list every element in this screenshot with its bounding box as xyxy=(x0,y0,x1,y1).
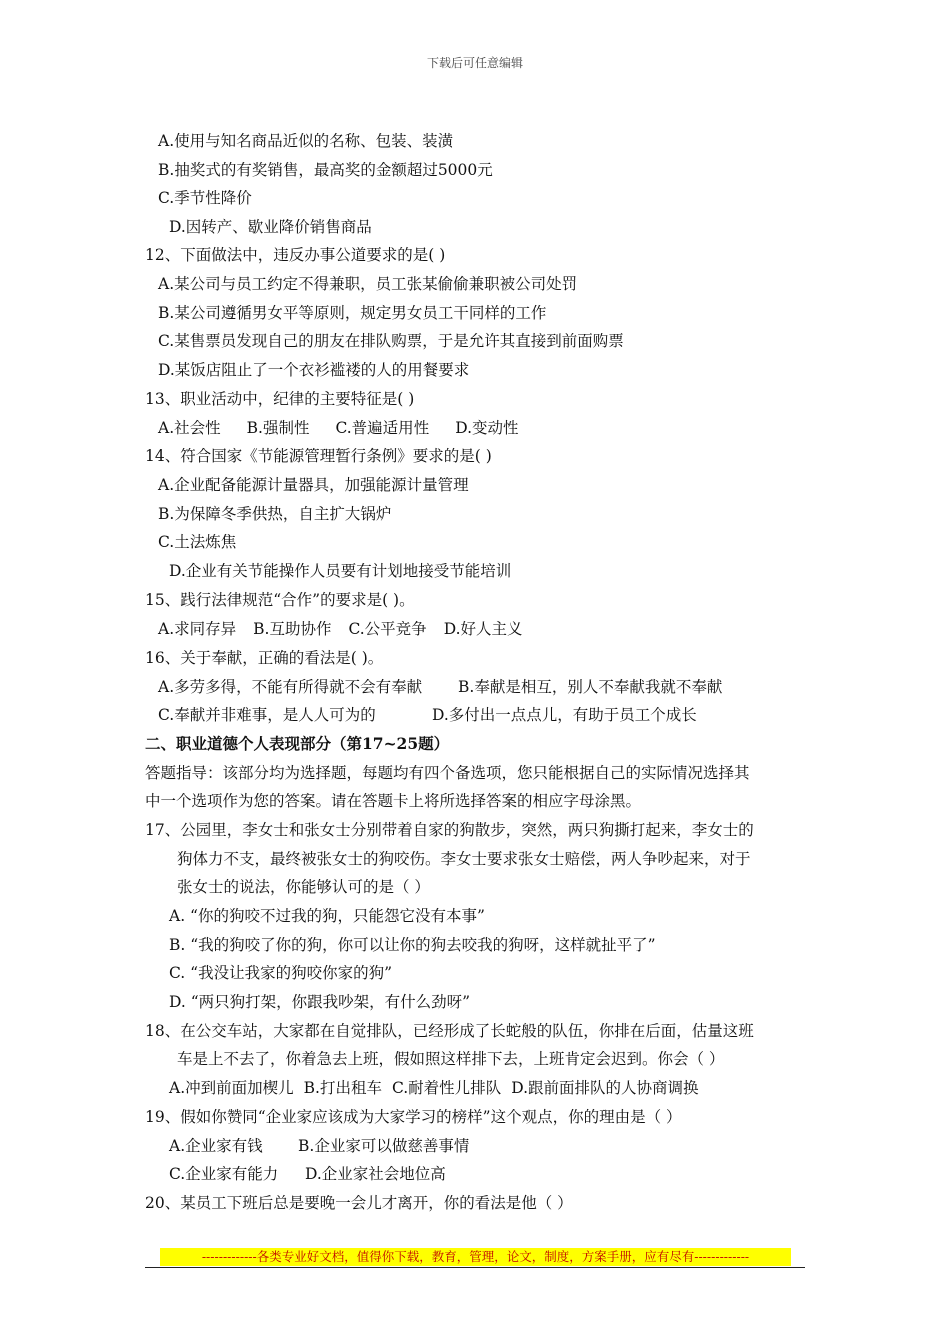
q14-option-c: C.土法炼焦 xyxy=(158,533,237,551)
q15-option-a: A.求同存异 xyxy=(158,620,237,638)
q19-stem: 19、假如你赞同“企业家应该成为大家学习的榜样”这个观点，你的理由是（ ） xyxy=(145,1108,682,1126)
footer-divider xyxy=(145,1267,805,1268)
q12-option-b: B.某公司遵循男女平等原则，规定男女员工干同样的工作 xyxy=(158,304,547,322)
q18-stem-line-2: 车是上不去了，你着急去上班，假如照这样排下去，上班肯定会迟到。你会（ ） xyxy=(177,1050,725,1068)
q17-stem-line-3: 张女士的说法，你能够认可的是（ ） xyxy=(177,878,430,896)
q16-option-a: A.多劳多得，不能有所得就不会有奉献 xyxy=(158,678,423,696)
q12-option-a: A.某公司与员工约定不得兼职，员工张某偷偷兼职被公司处罚 xyxy=(158,275,578,293)
q18-stem-line-1: 18、在公交车站，大家都在自觉排队，已经形成了长蛇般的队伍，你排在后面，估量这班 xyxy=(145,1022,754,1040)
q12-stem: 12、下面做法中，违反办事公道要求的是( ) xyxy=(145,246,446,264)
q12-option-d: D.某饭店阻止了一个衣衫褴褛的人的用餐要求 xyxy=(158,361,470,379)
q14-stem: 14、符合国家《节能源管理暂行条例》要求的是( ) xyxy=(145,447,492,465)
q13-options xyxy=(158,418,519,438)
q16-stem: 16、关于奉献，正确的看法是( )。 xyxy=(145,649,384,667)
q18-option-d: D.跟前面排队的人协商调换 xyxy=(511,1079,699,1097)
q15-option-d: D.好人主义 xyxy=(443,620,523,638)
q19-option-d: D.企业家社会地位高 xyxy=(305,1165,446,1183)
q18-option-c: C.耐着性儿排队 xyxy=(391,1079,502,1097)
q14-option-a: A.企业配备能源计量器具，加强能源计量管理 xyxy=(158,476,469,494)
section-2-title: 二、职业道德个人表现部分（第17~25题） xyxy=(145,734,450,753)
q11-option-b: B.抽奖式的有奖销售，最高奖的金额超过5000元 xyxy=(158,161,493,179)
q17-stem-line-2: 狗体力不支，最终被张女士的狗咬伤。李女士要求张女士赔偿，两人争吵起来，对于 xyxy=(177,850,751,868)
q16-option-b: B.奉献是相互，别人不奉献我就不奉献 xyxy=(458,678,723,696)
q11-option-c: C.季节性降价 xyxy=(158,189,252,207)
q14-option-b: B.为保障冬季供热，自主扩大锅炉 xyxy=(158,505,392,523)
q17-option-a: A. “你的狗咬不过我的狗，只能怨它没有本事” xyxy=(169,907,485,925)
q18-option-a: A.冲到前面加楔儿 xyxy=(169,1079,294,1097)
q11-option-d: D.因转产、歇业降价销售商品 xyxy=(169,218,372,236)
q13-option-b: B.强制性 xyxy=(246,419,310,437)
q15-stem: 15、践行法律规范“合作”的要求是( )。 xyxy=(145,591,415,609)
q12-option-c: C.某售票员发现自己的朋友在排队购票，于是允许其直接到前面购票 xyxy=(158,332,624,350)
q15-option-b: B.互助协作 xyxy=(253,620,332,638)
q13-option-d: D.变动性 xyxy=(455,419,519,437)
q15-option-c: C.公平竞争 xyxy=(348,620,427,638)
q14-option-d: D.企业有关节能操作人员要有计划地接受节能培训 xyxy=(169,562,512,580)
q19-option-c: C.企业家有能力 xyxy=(169,1165,279,1183)
q20-stem: 20、某员工下班后总是要晚一会儿才离开，你的看法是他（ ） xyxy=(145,1194,573,1212)
q11-option-a: A.使用与知名商品近似的名称、包装、装潢 xyxy=(158,132,454,150)
q13-option-a: A.社会性 xyxy=(158,419,221,437)
q19-option-b: B.企业家可以做慈善事情 xyxy=(298,1137,470,1155)
q15-options xyxy=(158,619,523,639)
q17-option-b: B. “我的狗咬了你的狗，你可以让你的狗去咬我的狗呀，这样就扯平了” xyxy=(169,936,656,954)
q13-option-c: C.普遍适用性 xyxy=(335,419,430,437)
q13-stem: 13、职业活动中，纪律的主要特征是( ) xyxy=(145,390,415,408)
q17-option-d: D. “两只狗打架，你跟我吵架，有什么劲呀” xyxy=(169,993,471,1011)
footer-banner: -------------各类专业好文档，值得你下载，教育，管理，论文，制度，方案手册，应有尽有------------- xyxy=(160,1248,791,1266)
q16-option-d: D.多付出一点点儿，有助于员工个成长 xyxy=(432,706,697,724)
q18-option-b: B.打出租车 xyxy=(303,1079,382,1097)
q17-option-c: C. “我没让我家的狗咬你家的狗” xyxy=(169,964,393,982)
q17-stem-line-1: 17、公园里，李女士和张女士分别带着自家的狗散步，突然，两只狗撕打起来，李女士的 xyxy=(145,821,754,839)
q16-option-c: C.奉献并非难事，是人人可为的 xyxy=(158,706,376,724)
q18-options xyxy=(169,1078,699,1098)
q19-option-a: A.企业家有钱 xyxy=(169,1137,263,1155)
section-2-guide-line-1: 答题指导：该部分均为选择题，每题均有四个备选项，您只能根据自己的实际情况选择其 xyxy=(145,764,750,782)
section-2-guide-line-2: 中一个选项作为您的答案。请在答题卡上将所选择答案的相应字母涂黑。 xyxy=(145,792,642,810)
page-header: 下载后可任意编辑 xyxy=(426,56,523,70)
